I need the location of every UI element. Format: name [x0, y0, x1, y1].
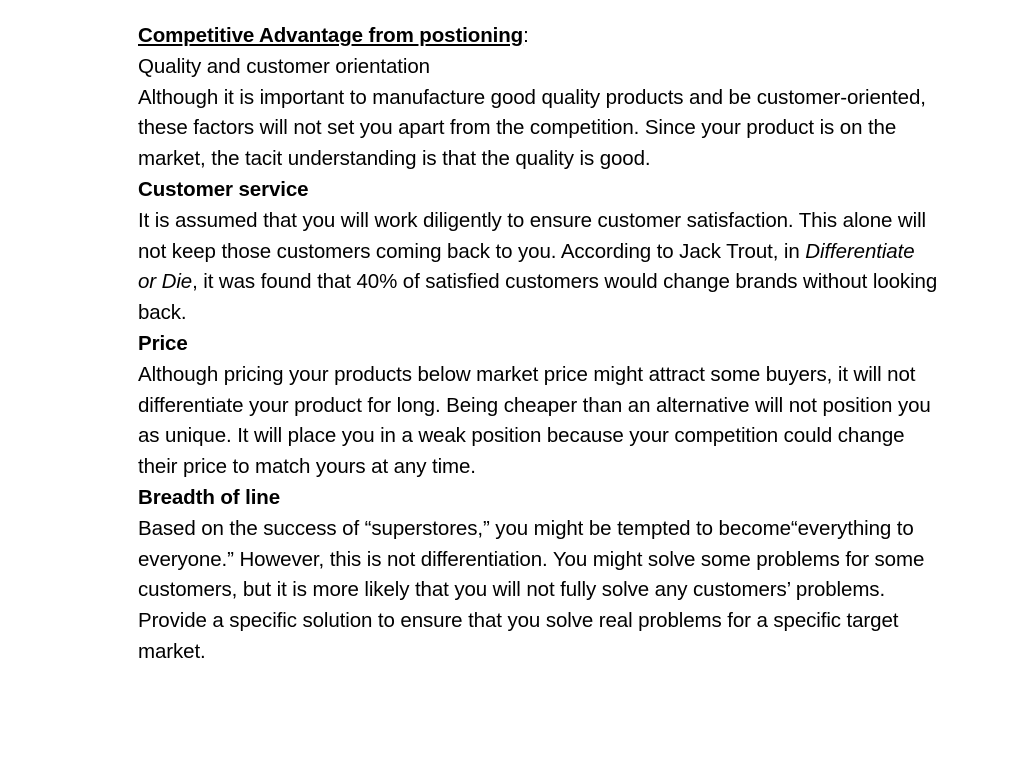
section-customer-service-heading: Customer service	[138, 177, 309, 201]
section-breadth-body: Based on the success of “superstores,” you might be tempted to become“everything to everyone.” However, this is not differentiation. You might solve some problems for some customers, but it is more likely that you will not fully solve any customers’ problems.	[138, 516, 925, 602]
section-price-heading: Price	[138, 331, 188, 355]
slide-title-colon: :	[523, 24, 529, 47]
section-breadth-heading: Breadth of line	[138, 485, 281, 509]
customer-service-text-before: It is assumed that you will work diligently to ensure customer satisfaction. This alone will not keep those customers coming back to you. According to Jack Trout, in	[138, 208, 926, 263]
slide-text-body	[138, 21, 938, 668]
section-quality-heading: Quality and customer orientation	[138, 54, 430, 78]
section-quality-body: Although it is important to manufacture good quality products and be customer-oriented, these factors will not set you apart from the competition. Since your product is on the market, the tacit understanding is that the quality is good.	[138, 85, 926, 171]
slide-title: Competitive Advantage from postioning	[138, 24, 524, 47]
book-title: Differentiate or Die	[138, 239, 915, 294]
section-price-body: Although pricing your products below market price might attract some buyers, it will not differentiate your product for long. Being cheaper than an alternative will not position you as unique. It will place you in a weak position because your competition could change their price to match yours at any time.	[138, 362, 931, 479]
section-customer-service-body	[138, 206, 938, 329]
slide-title-line	[138, 21, 938, 52]
customer-service-text-after: , it was found that 40% of satisfied customers would change brands without looking back.	[138, 270, 938, 325]
section-breadth-closing: Provide a specific solution to ensure that you solve real problems for a specific target market.	[138, 609, 899, 663]
